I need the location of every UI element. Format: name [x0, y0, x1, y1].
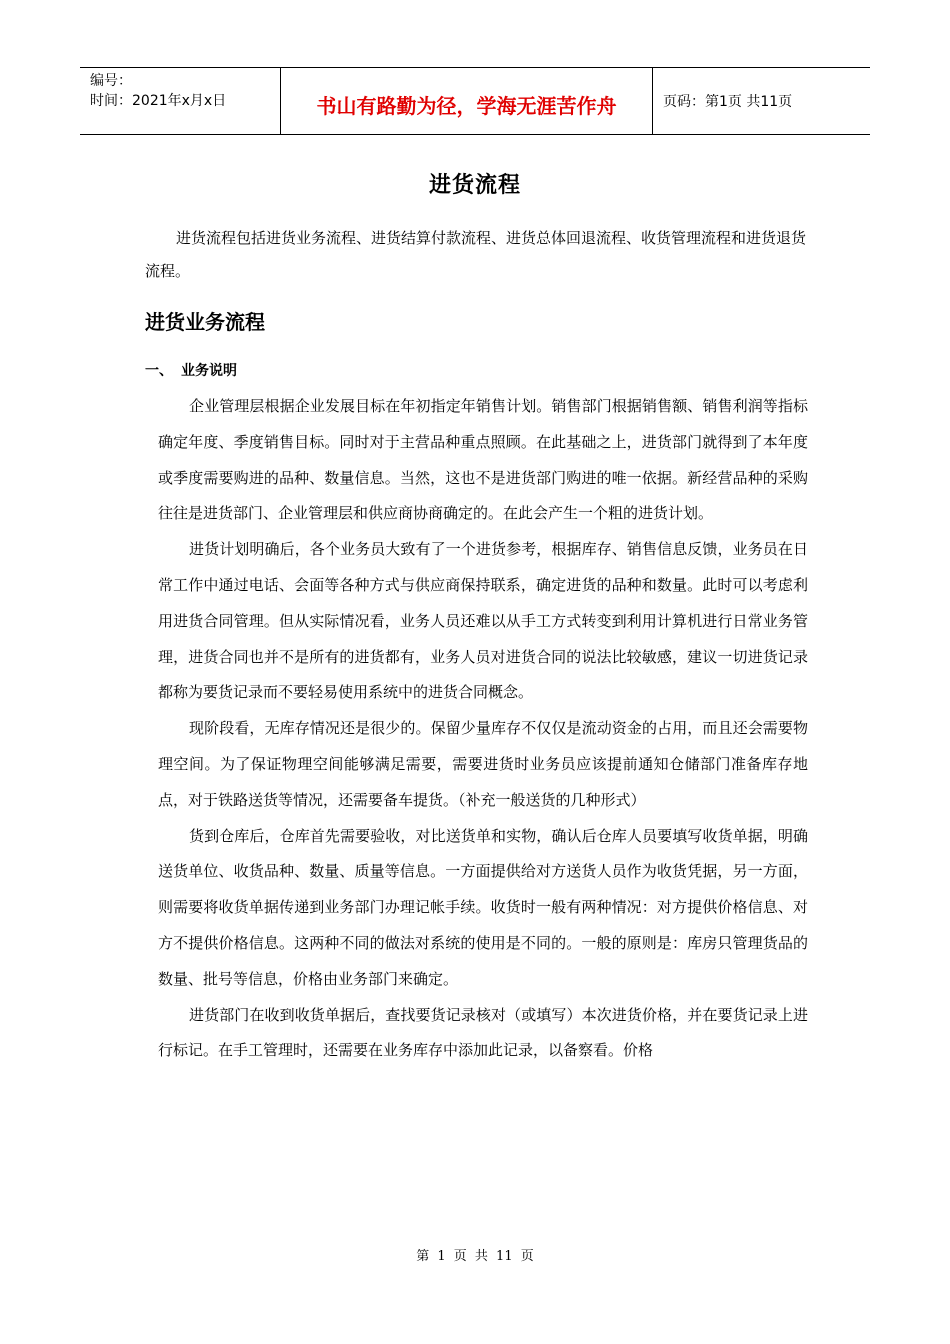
time-label: 时间：2021年x月x日 [90, 93, 227, 109]
subsection-number: 一、 [145, 363, 173, 379]
serial-label: 编号： [90, 73, 132, 89]
body-text [158, 389, 808, 1069]
document-title: 进货流程 [428, 173, 521, 198]
paragraph: 进货部门在收到收货单据后，查找要货记录核对（或填写）本次进货价格，并在要货记录上进行标记。在手工管理时，还需要在业务库存中添加此记录，以备察看。价格 [158, 1005, 808, 1060]
paragraph: 货到仓库后，仓库首先需要验收，对比送货单和实物，确认后仓库人员要填写收货单据，明确送货单位、收货品种、数量、质量等信息。一方面提供给对方送货人员作为收货凭据，另一方面，则需要将收货单据传递到业务部门办理记帐手续。收货时一般有两种情况：对方提供价格信息、对方不提供价格信息。这两种不同的做法对系统的使用是不同的。一般的原则是：库房只管理货品的数量、批号等信息，价格由业务部门来确定。 [158, 826, 808, 988]
page-footer: 第 1 页 共 11 页 [416, 1249, 534, 1264]
subsection-title: 业务说明 [181, 363, 237, 379]
header-meta-cell [80, 68, 281, 134]
header-page-info: 页码：第1页 共11页 [663, 94, 793, 110]
subsection-heading [145, 360, 237, 380]
header-motto: 书山有路勤为径，学海无涯苦作舟 [281, 68, 653, 134]
document-header [80, 67, 870, 135]
section-heading: 进货业务流程 [145, 310, 265, 334]
paragraph: 进货计划明确后，各个业务员大致有了一个进货参考，根据库存、销售信息反馈，业务员在日常工作中通过电话、会面等各种方式与供应商保持联系，确定进货的品种和数量。此时可以考虑利用进货合同管理。但从实际情况看，业务人员还难以从手工方式转变到利用计算机进行日常业务管理，进货合同也并不是所有的进货都有，业务人员对进货合同的说法比较敏感，建议一切进货记录都称为要货记录而不要轻易使用系统中的进货合同概念。 [158, 540, 808, 702]
intro-paragraph: 进货流程包括进货业务流程、进货结算付款流程、进货总体回退流程、收货管理流程和进货退货流程。 [145, 229, 807, 280]
paragraph: 现阶段看，无库存情况还是很少的。保留少量库存不仅仅是流动资金的占用，而且还会需要物理空间。为了保证物理空间能够满足需要，需要进货时业务员应该提前通知仓储部门准备库存地点，对于铁路送货等情况，还需要备车提货。（补充一般送货的几种形式） [158, 719, 808, 809]
paragraph: 企业管理层根据企业发展目标在年初指定年销售计划。销售部门根据销售额、销售利润等指标确定年度、季度销售目标。同时对于主营品种重点照顾。在此基础之上，进货部门就得到了本年度或季度需要购进的品种、数量信息。当然，这也不是进货部门购进的唯一依据。新经营品种的采购往往是进货部门、企业管理层和供应商协商确定的。在此会产生一个粗的进货计划。 [158, 397, 808, 523]
